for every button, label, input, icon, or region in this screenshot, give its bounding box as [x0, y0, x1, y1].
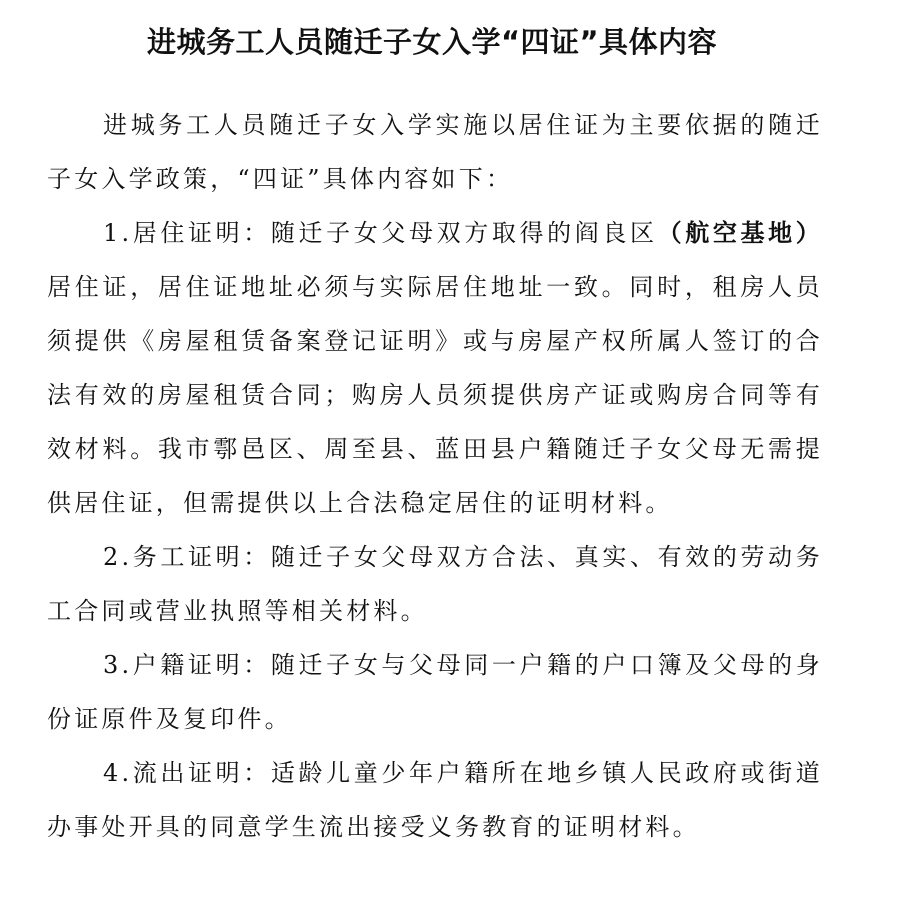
- document-body: [47, 98, 823, 854]
- item-residence-bold-note: （航空基地）: [657, 219, 823, 247]
- item-household-proof: 3.户籍证明：随迁子女与父母同一户籍的户口簿及父母的身份证原件及复印件。: [47, 651, 823, 733]
- item-work-proof: 2.务工证明：随迁子女父母双方合法、真实、有效的劳动务工合同或营业执照等相关材料。: [47, 543, 823, 625]
- item-residence-text-before: 1.居住证明：随迁子女父母双方取得的阎良区: [103, 219, 658, 247]
- intro-paragraph: 进城务工人员随迁子女入学实施以居住证为主要依据的随迁子女入学政策，“四证”具体内容如下：: [47, 111, 823, 193]
- document-title: 进城务工人员随迁子女入学“四证”具体内容: [146, 25, 718, 59]
- item-residence-proof: [47, 206, 823, 530]
- item-residence-text-after: 居住证，居住证地址必须与实际居住地址一致。同时，租房人员须提供《房屋租赁备案登记证明》或与房屋产权所属人签订的合法有效的房屋租赁合同；购房人员须提供房产证或购房合同等有效材料。我市鄠邑区、周至县、蓝田县户籍随迁子女父母无需提供居住证，但需提供以上合法稳定居住的证明材料。: [47, 273, 823, 517]
- item-outflow-proof: 4.流出证明：适龄儿童少年户籍所在地乡镇人民政府或街道办事处开具的同意学生流出接受义务教育的证明材料。: [47, 759, 823, 841]
